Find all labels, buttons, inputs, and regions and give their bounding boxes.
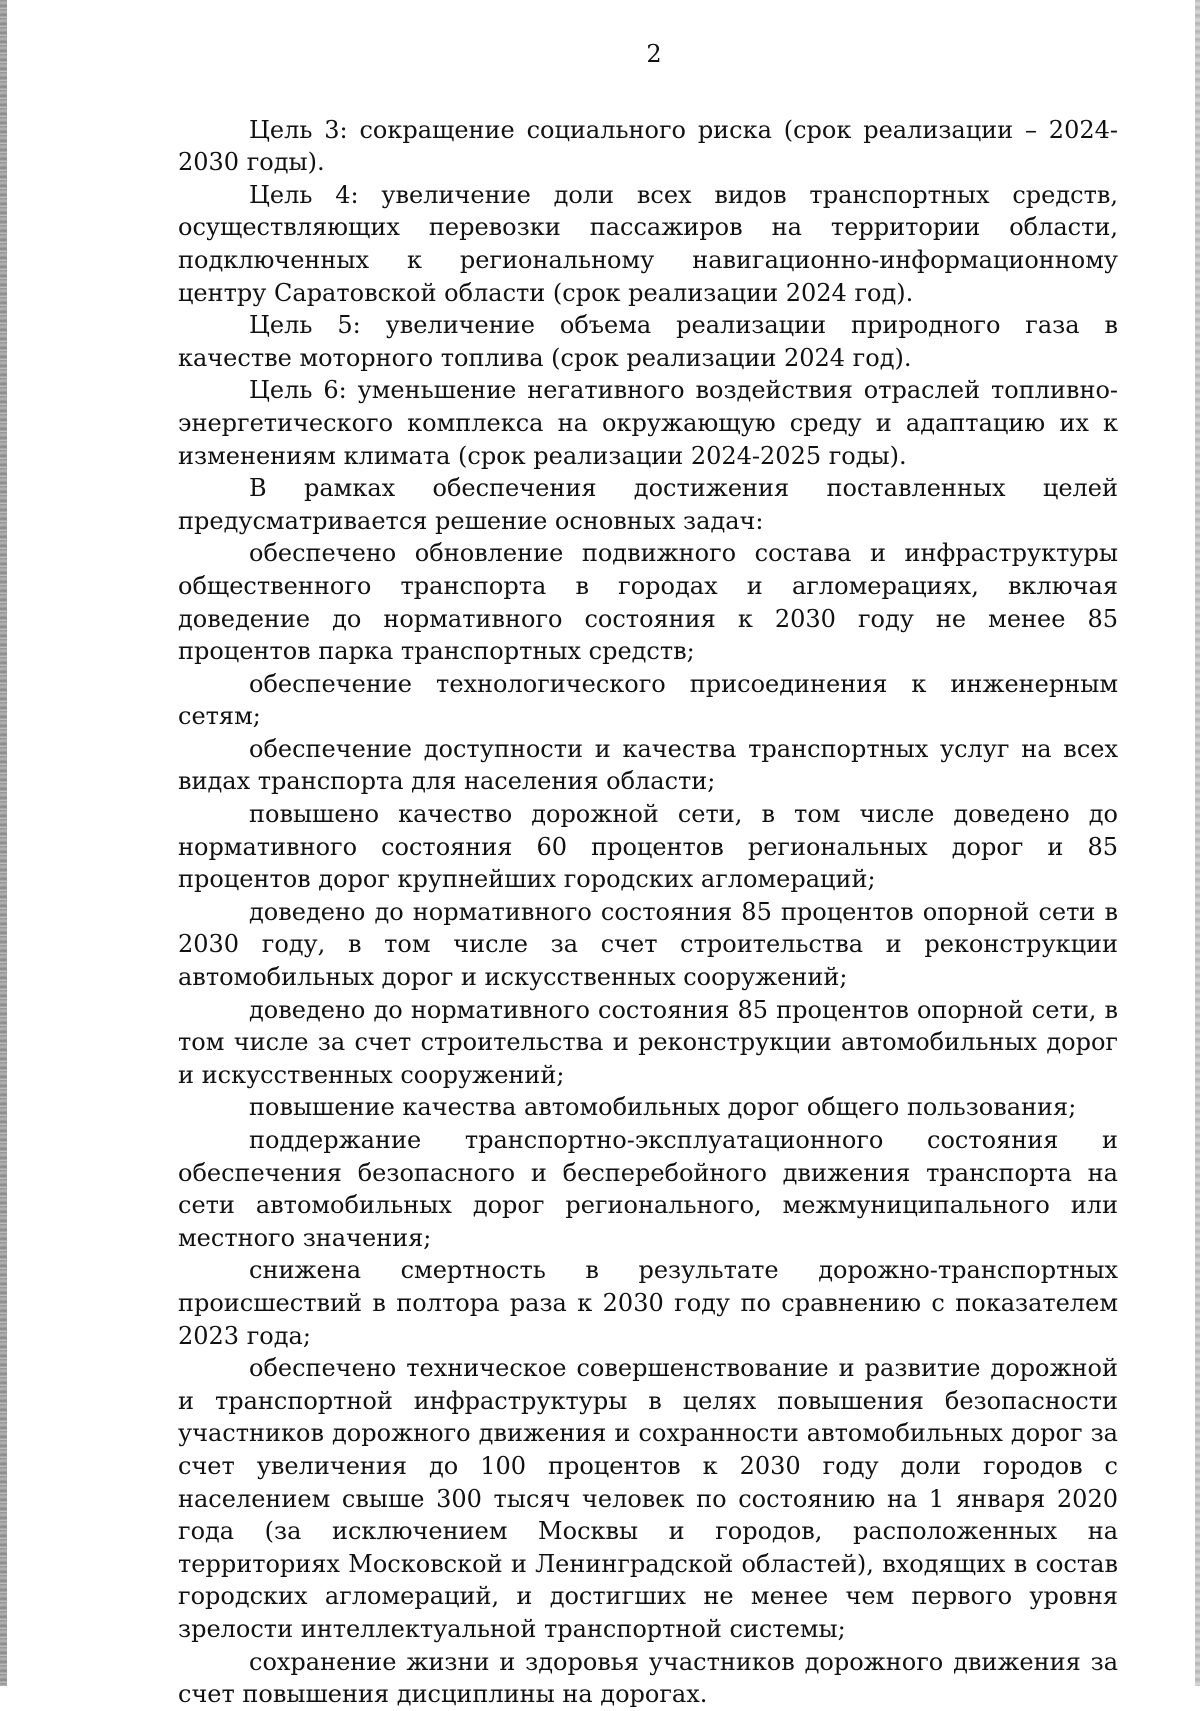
paragraph-task-3: обеспечение доступности и качества транспортных услуг на всех видах транспорта для населения области; <box>178 734 1118 796</box>
paragraph-task-11: сохранение жизни и здоровья участников дорожного движения за счет повышения дисциплины на дорогах. <box>178 1647 1118 1709</box>
paragraph-task-5: доведено до нормативного состояния 85 процентов опорной сети в 2030 году, в том числе за счет строительства и реконструкции автомобильных дорог и искусственных сооружений; <box>178 897 1118 992</box>
scan-edge-left <box>0 0 7 1686</box>
paragraph-task-2: обеспечение технологического присоединения к инженерным сетям; <box>178 669 1118 731</box>
paragraph-goal-4: Цель 4: увеличение доли всех видов транспортных средств, осуществляющих перевозки пассажиров на территории области, подключенных к региональному навигационно-информационному центру Саратовской области (срок реализации 2024 год). <box>178 180 1118 307</box>
paragraph-task-8: поддержание транспортно-эксплуатационного состояния и обеспечения безопасного и бесперебойного движения транспорта на сети автомобильных дорог регионального, межмуниципального или местного значения; <box>178 1126 1118 1252</box>
paragraph-task-9: снижена смертность в результате дорожно-транспортных происшествий в полтора раза к 2030 году по сравнению с показателем 2023 года; <box>178 1256 1118 1350</box>
page-number: 2 <box>646 40 662 68</box>
paragraph-tasks-intro: В рамках обеспечения достижения поставленных целей предусматривается решение основных задач: <box>178 474 1118 535</box>
document-page <box>178 38 1118 1711</box>
paragraph-task-1: обеспечено обновление подвижного состава и инфраструктуры общественного транспорта в городах и агломерациях, включая доведение до нормативного состояния к 2030 году не менее 85 процентов парка транспортных средств; <box>178 539 1118 666</box>
paragraph-task-7: повышение качества автомобильных дорог общего пользования; <box>249 1093 1077 1122</box>
paragraph-goal-5: Цель 5: увеличение объема реализации природного газа в качестве моторного топлива (срок реализации 2024 год). <box>178 311 1118 372</box>
scan-edge-right <box>1195 0 1200 1686</box>
paragraph-task-6: доведено до нормативного состояния 85 процентов опорной сети, в том числе за счет строительства и реконструкции автомобильных дорог и искусственных сооружений; <box>178 995 1118 1089</box>
paragraph-task-10: обеспечено техническое совершенствование и развитие дорожной и транспортной инфраструктуры в целях повышения безопасности участников дорожного движения и сохранности автомобильных дорог за счет увеличения до 100 процентов к 2030 году доли городов с населением свыше 300 тысяч человек по состоянию на 1 января 2020 года (за исключением Москвы и городов, расположенных на территориях Московской и Ленинградской областей), входящих в состав городских агломераций, и достигших не менее чем первого уровня зрелости интеллектуальной транспортной системы; <box>178 1354 1118 1643</box>
paragraph-goal-3: Цель 3: сокращение социального риска (срок реализации – 2024-2030 годы). <box>178 115 1118 177</box>
paragraph-task-4: повышено качество дорожной сети, в том числе доведено до нормативного состояния 60 процентов региональных дорог и 85 процентов дорог крупнейших городских агломераций; <box>178 800 1118 894</box>
paragraph-goal-6: Цель 6: уменьшение негативного воздействия отраслей топливно-энергетического комплекса на окружающую среду и адаптацию их к изменениям климата (срок реализации 2024-2025 годы). <box>178 376 1118 470</box>
